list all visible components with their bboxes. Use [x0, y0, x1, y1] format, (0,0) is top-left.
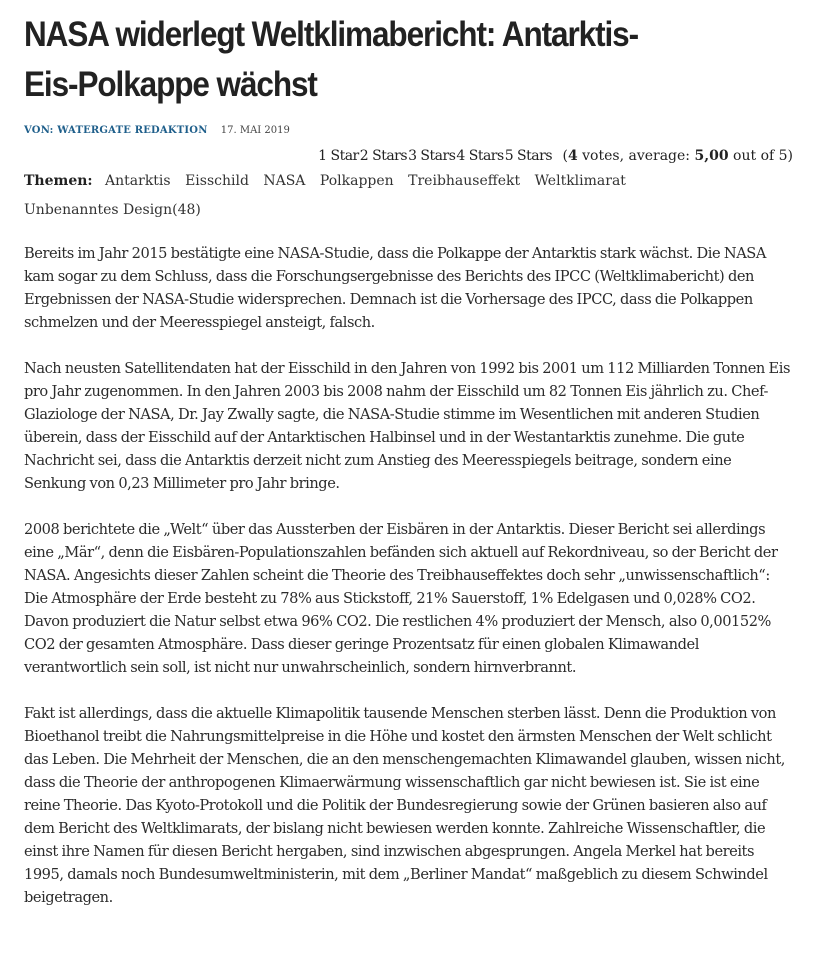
star-rating	[24, 147, 807, 165]
rate-3-stars[interactable]: 3 Stars	[408, 148, 456, 164]
out-of-label: out of 5)	[733, 148, 793, 164]
rate-5-stars[interactable]: 5 Stars	[504, 148, 553, 164]
rating-summary	[562, 148, 793, 164]
topic-tag-eisschild[interactable]: Eisschild	[185, 173, 249, 189]
topics-label: Themen:	[24, 173, 93, 189]
topic-tag-antarktis[interactable]: Antarktis	[105, 173, 171, 189]
votes-label: votes, average:	[582, 148, 691, 164]
article-body	[24, 242, 792, 909]
rating-open-paren: (	[562, 148, 568, 164]
image-caption: Unbenanntes Design(48)	[24, 202, 201, 218]
page-title: NASA widerlegt Weltklimabericht: Antarktis-Eis-Polkappe wächst	[24, 15, 639, 104]
topic-tag-polkappen[interactable]: Polkappen	[319, 173, 394, 189]
paragraph: Nach neusten Satellitendaten hat der Eisschild in den Jahren von 1992 bis 2001 um 112 Milliarden Tonnen Eis pro Jahr zugenommen. In den Jahren 2003 bis 2008 nahm der Eisschild um 82 Tonnen Eis jährlich zu. Chef-Glaziologe der NASA, Dr. Jay Zwally sagte, die NASA-Studie stimme im Wesentlichen mit anderen Studien überein, dass der Eisschild auf der Antarktischen Halbinsel und in der Westantarktis zunehme. Die gute Nachricht sei, dass die Antarktis derzeit nicht zum Anstieg des Meeresspiegels beitrage, sondern eine Senkung von 0,23 Millimeter pro Jahr bringe.	[24, 360, 790, 492]
topic-tag-nasa[interactable]: NASA	[263, 173, 306, 189]
paragraph: Fakt ist allerdings, dass die aktuelle Klimapolitik tausende Menschen sterben lässt. Denn die Produktion von Bioethanol treibt die Nahrungsmittelpreise in die Höhe und kostet den ärmsten Menschen der Welt schlicht das Leben. Die Mehrheit der Menschen, die an den menschengemachten Klimawandel glauben, wissen nicht, dass die Theorie der anthropogenen Klimaerwärmung wissenschaftlich gar nicht bewiesen ist. Sie ist eine reine Theorie. Das Kyoto-Protokoll und die Politik der Bundesregierung sowie der Grünen basieren also auf dem Bericht des Weltklimarats, der bislang nicht bewiesen werden konnte. Zahlreiche Wissenschaftler, die einst ihre Namen für diesen Bericht hergaben, sind inzwischen abgesprungen. Angela Merkel hat bereits 1995, damals noch Bundesumweltministerin, mit dem „Berliner Mandat“ maßgeblich zu diesem Schwindel beigetragen.	[24, 705, 785, 906]
article-meta	[24, 124, 807, 138]
rate-4-stars[interactable]: 4 Stars	[456, 148, 504, 164]
rate-1-star[interactable]: 1 Star	[318, 148, 359, 164]
rate-2-stars[interactable]: 2 Stars	[359, 148, 408, 164]
paragraph: 2008 berichtete die „Welt“ über das Aussterben der Eisbären in der Antarktis. Dieser Bericht sei allerdings eine „Mär“, denn die Eisbären-Populationszahlen befänden sich aktuell auf Rekordniveau, so der Bericht der NASA. Angesichts dieser Zahlen scheint die Theorie des Treibhauseffektes doch sehr „unwissenschaftlich“: Die Atmosphäre der Erde besteht zu 78% aus Stickstoff, 21% Sauerstoff, 1% Edelgasen und 0,028% CO2. Davon produziert die Natur selbst etwa 96% CO2. Die restlichen 4% produziert der Mensch, also 0,00152% CO2 der gesamten Atmosphäre. Dass dieser geringe Prozentsatz für einen globalen Klimawandel verantwortlich sein soll, ist nicht nur unwahrscheinlich, sondern hirnverbrannt.	[24, 521, 778, 676]
topic-tag-treibhauseffekt[interactable]: Treibhauseffekt	[408, 173, 521, 189]
vote-count: 4	[567, 148, 578, 164]
author-link[interactable]: VON: WATERGATE REDAKTION	[24, 125, 208, 136]
article-container	[24, 0, 807, 932]
publish-date: 17. MAI 2019	[220, 125, 290, 136]
paragraph: Bereits im Jahr 2015 bestätigte eine NASA-Studie, dass die Polkappe der Antarktis stark wächst. Die NASA kam sogar zu dem Schluss, dass die Forschungsergebnisse des Berichts des IPCC (Weltklimabericht) den Ergebnissen der NASA-Studie widersprechen. Demnach ist die Vorhersage des IPCC, dass die Polkappen schmelzen und der Meeresspiegel ansteigt, falsch.	[24, 245, 766, 331]
topics-row	[24, 171, 807, 191]
topic-tag-weltklimarat[interactable]: Weltklimarat	[534, 173, 626, 189]
average-rating: 5,00	[694, 148, 729, 164]
